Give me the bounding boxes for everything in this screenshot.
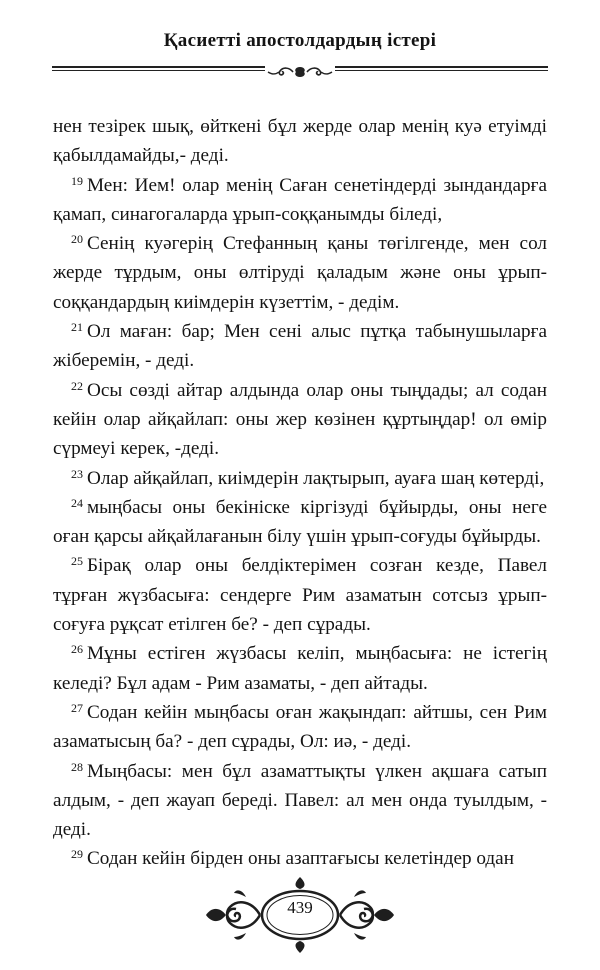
verse-number: 21: [71, 320, 83, 335]
verse-20: [53, 229, 547, 317]
verse-text: Сенің куәгерің Стефанның қаны төгілгенде, мен сол жерде тұрдым, оны өлтіруді қаладым және оны ұрып-соққандардың киімдерін күзеттім, - дедім.: [53, 233, 547, 313]
verse-21: [53, 317, 547, 376]
verse-27: [53, 698, 547, 757]
verse-text: мыңбасы оны бекініске кіргізуді бұйырды, оны неге оған қарсы айқайлағанын білу үшін ұрып-соғуды бұйырды.: [53, 496, 547, 548]
verse-number: 22: [71, 378, 83, 393]
verse-text: Мұны естіген жүзбасы келіп, мыңбасыға: не істегің келеді? Бұл адам - Рим азаматы, - деп айтады.: [53, 643, 547, 694]
verse-text: Содан кейін мыңбасы оған жақындап: айтшы, сен Рим азаматысың ба? - деп сұрады, Ол: иә, - деді.: [53, 701, 547, 753]
verse-number: 29: [71, 847, 83, 862]
verse-26: [53, 639, 547, 698]
verse-number: 26: [71, 642, 83, 657]
verse-text: Мен: Ием! олар менің Саған сенетіндерді зындандарға қамап, синагогаларда ұрып-соққанымды біледі,: [53, 174, 547, 225]
verse-number: 24: [71, 495, 83, 510]
verse-number: 23: [71, 466, 83, 481]
verse-19: [53, 171, 547, 230]
paragraph: нен тезірек шық, өйткені бұл жерде олар менің куә етуімді қабылдамайды,- деді.: [53, 116, 547, 167]
verse-text: Олар айқайлап, киімдерін лақтырып, ауаға шаң көтерді,: [87, 467, 545, 489]
verse-24: [53, 493, 547, 552]
verse-22: [53, 376, 547, 464]
verse-29: [53, 844, 547, 873]
running-head-title: Қасиетті апостолдардың істері: [163, 30, 437, 51]
verse-number: 20: [71, 232, 83, 247]
verse-28: [53, 757, 547, 845]
page-body: [53, 112, 547, 874]
verse-text: Осы сөзді айтар алдында олар оны тыңдады; ал содан кейін олар айқайлап: оны жер көзінен құртыңдар! ол өмір сүрмеуі керек, -деді.: [53, 379, 547, 460]
verse-23: [53, 464, 547, 493]
verse-25: [53, 551, 547, 639]
verse-text: Мыңбасы: мен бұл азаматтықты үлкен ақшаға сатып алдым, - деп жауап береді. Павел: ал мен онда туылдым, - деді.: [53, 760, 547, 841]
verse-number: 25: [71, 554, 83, 569]
page-number: 439: [287, 898, 313, 917]
verse-number: 19: [71, 173, 83, 188]
header-ornament-icon: [265, 63, 335, 81]
verse-text: Ол маған: бар; Мен сені алыс пұтқа табынушыларға жіберемін, - деді.: [53, 321, 547, 372]
verse-number: 27: [71, 700, 83, 715]
verse-text: Содан кейін бірден оны азаптағысы келетіндер одан: [87, 848, 514, 870]
verse-text: Бірақ олар оны белдіктерімен созған кезде, Павел тұрған жүзбасыға: сендерге Рим азаматын сотсыз ұрып-соғуға рұқсат етілген бе? - деп сұрады.: [53, 555, 547, 636]
verse-number: 28: [71, 759, 83, 774]
